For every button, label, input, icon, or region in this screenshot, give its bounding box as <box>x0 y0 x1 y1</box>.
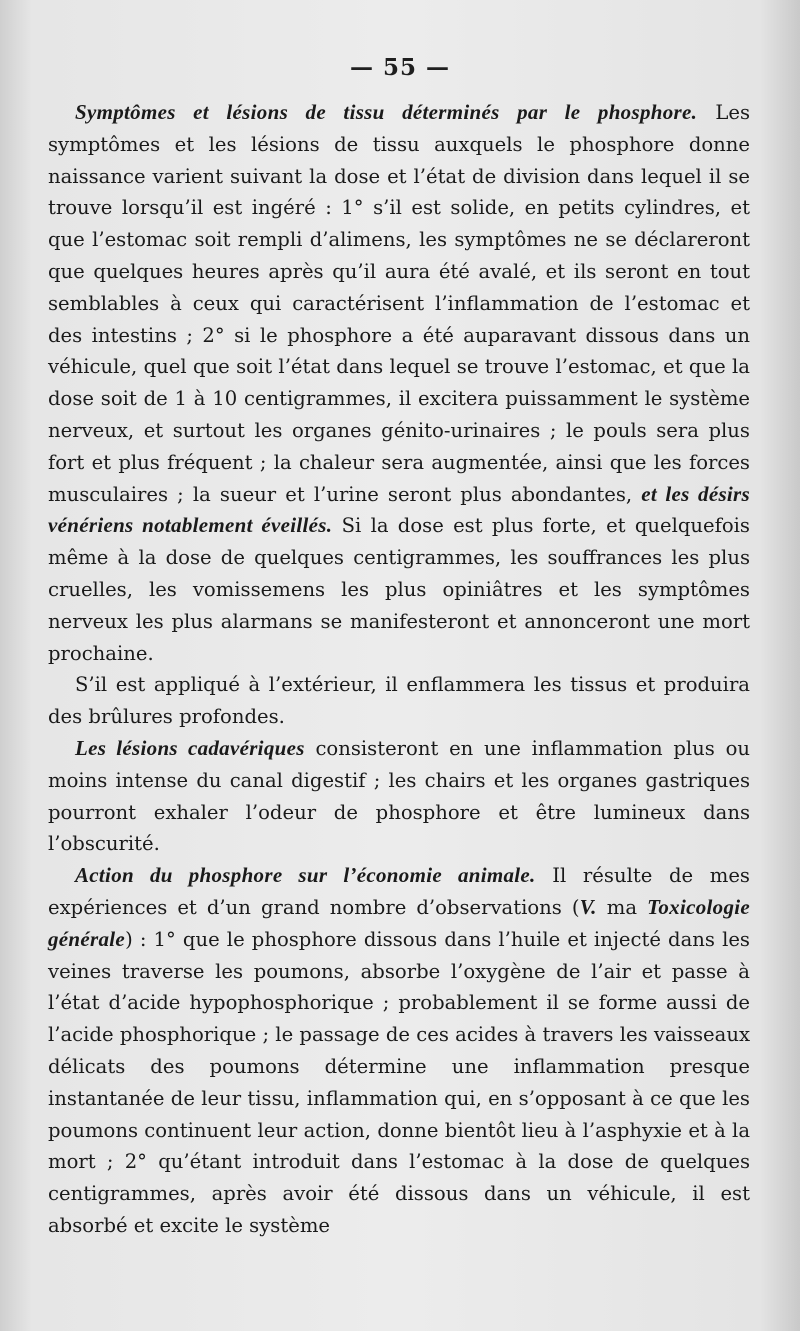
section-heading-action: Action du phosphore sur l’économie animale. <box>75 863 536 888</box>
paragraph-symptoms <box>48 97 750 669</box>
paragraph-text: consisteront en une inflammation plus ou moins intense du canal digestif ; les chairs et les organes gastriques pourront exhaler l’odeur de phosphore et être lumineux dans l’obscurité. <box>48 736 750 856</box>
paragraph-text: ) : 1° que le phosphore dissous dans l’huile et injecté dans les veines traverse les poumons, absorbe l’oxygène de l’air et passe à l’état d’acide hypophosphorique ; probablement il se forme aussi de l’acide phosphorique ; le passage de ces acides à travers les vaisseaux délicats des poumons détermine une inflammation presque instantanée de leur tissu, inflammation qui, en s’opposant à ce que les poumons continuent leur action, donne bientôt lieu à l’asphyxie et à la mort ; 2° qu’étant introduit dans l’estomac à la dose de quelques centigrammes, après avoir été dissous dans un véhicule, il est absorbé et excite le système <box>48 927 750 1237</box>
citation-abbrev: V. <box>579 894 597 919</box>
paragraph-action-phosphorus <box>48 860 750 1242</box>
italic-phrase: et les désirs vénériens notablement éveillés. <box>48 481 750 538</box>
paragraph-text: Il résulte de mes expériences et d’un grand nombre d’observations ( <box>48 864 750 919</box>
page-number: — 55 — <box>349 54 451 81</box>
body-text <box>48 97 750 1242</box>
paragraph-cadaveric-lesions <box>48 733 750 860</box>
paragraph-text: ma <box>596 895 648 919</box>
section-heading-symptoms: Symptômes et lésions de tissu déterminés par le phosphore. <box>75 100 698 124</box>
section-heading-cadaveric: Les lésions cadavériques <box>75 735 305 760</box>
paragraph-text: Les symptômes et les lésions de tissu auxquels le phosphore donne naissance varient suivant la dose et l’état de division dans lequel il se trouve lorsqu’il est ingéré : 1° s’il est solide, en petits cylindres, et que l’estomac soit rempli d’alimens, les symptômes ne se déclareront que quelques heures après qu’il aura été avalé, et ils seront en tout semblables à ceux qui caractérisent l’inflammation de l’estomac et des intestins ; 2° si le phosphore a été auparavant dissous dans un véhicule, quel que soit l’état dans lequel se trouve l’estomac, et que la dose soit de 1 à 10 centigrammes, il excitera puissamment le système nerveux, et surtout les organes génito-urinaires ; le pouls sera plus fort et plus fréquent ; la chaleur sera augmentée, ainsi que les forces musculaires ; la sueur et l’urine seront plus abondantes, <box>48 101 750 506</box>
paragraph-text: S’il est appliqué à l’extérieur, il enflammera les tissus et produira des brûlures profondes. <box>48 673 750 729</box>
book-title: Toxicologie générale <box>48 894 751 951</box>
paragraph-external-application <box>48 669 750 733</box>
paragraph-text: Si la dose est plus forte, et quelquefois même à la dose de quelques centigrammes, les souffrances les plus cruelles, les vomissemens les plus opiniâtres et les symptômes nerveux les plus alarmans se manifesteront et annonceront une mort prochaine. <box>48 514 750 665</box>
